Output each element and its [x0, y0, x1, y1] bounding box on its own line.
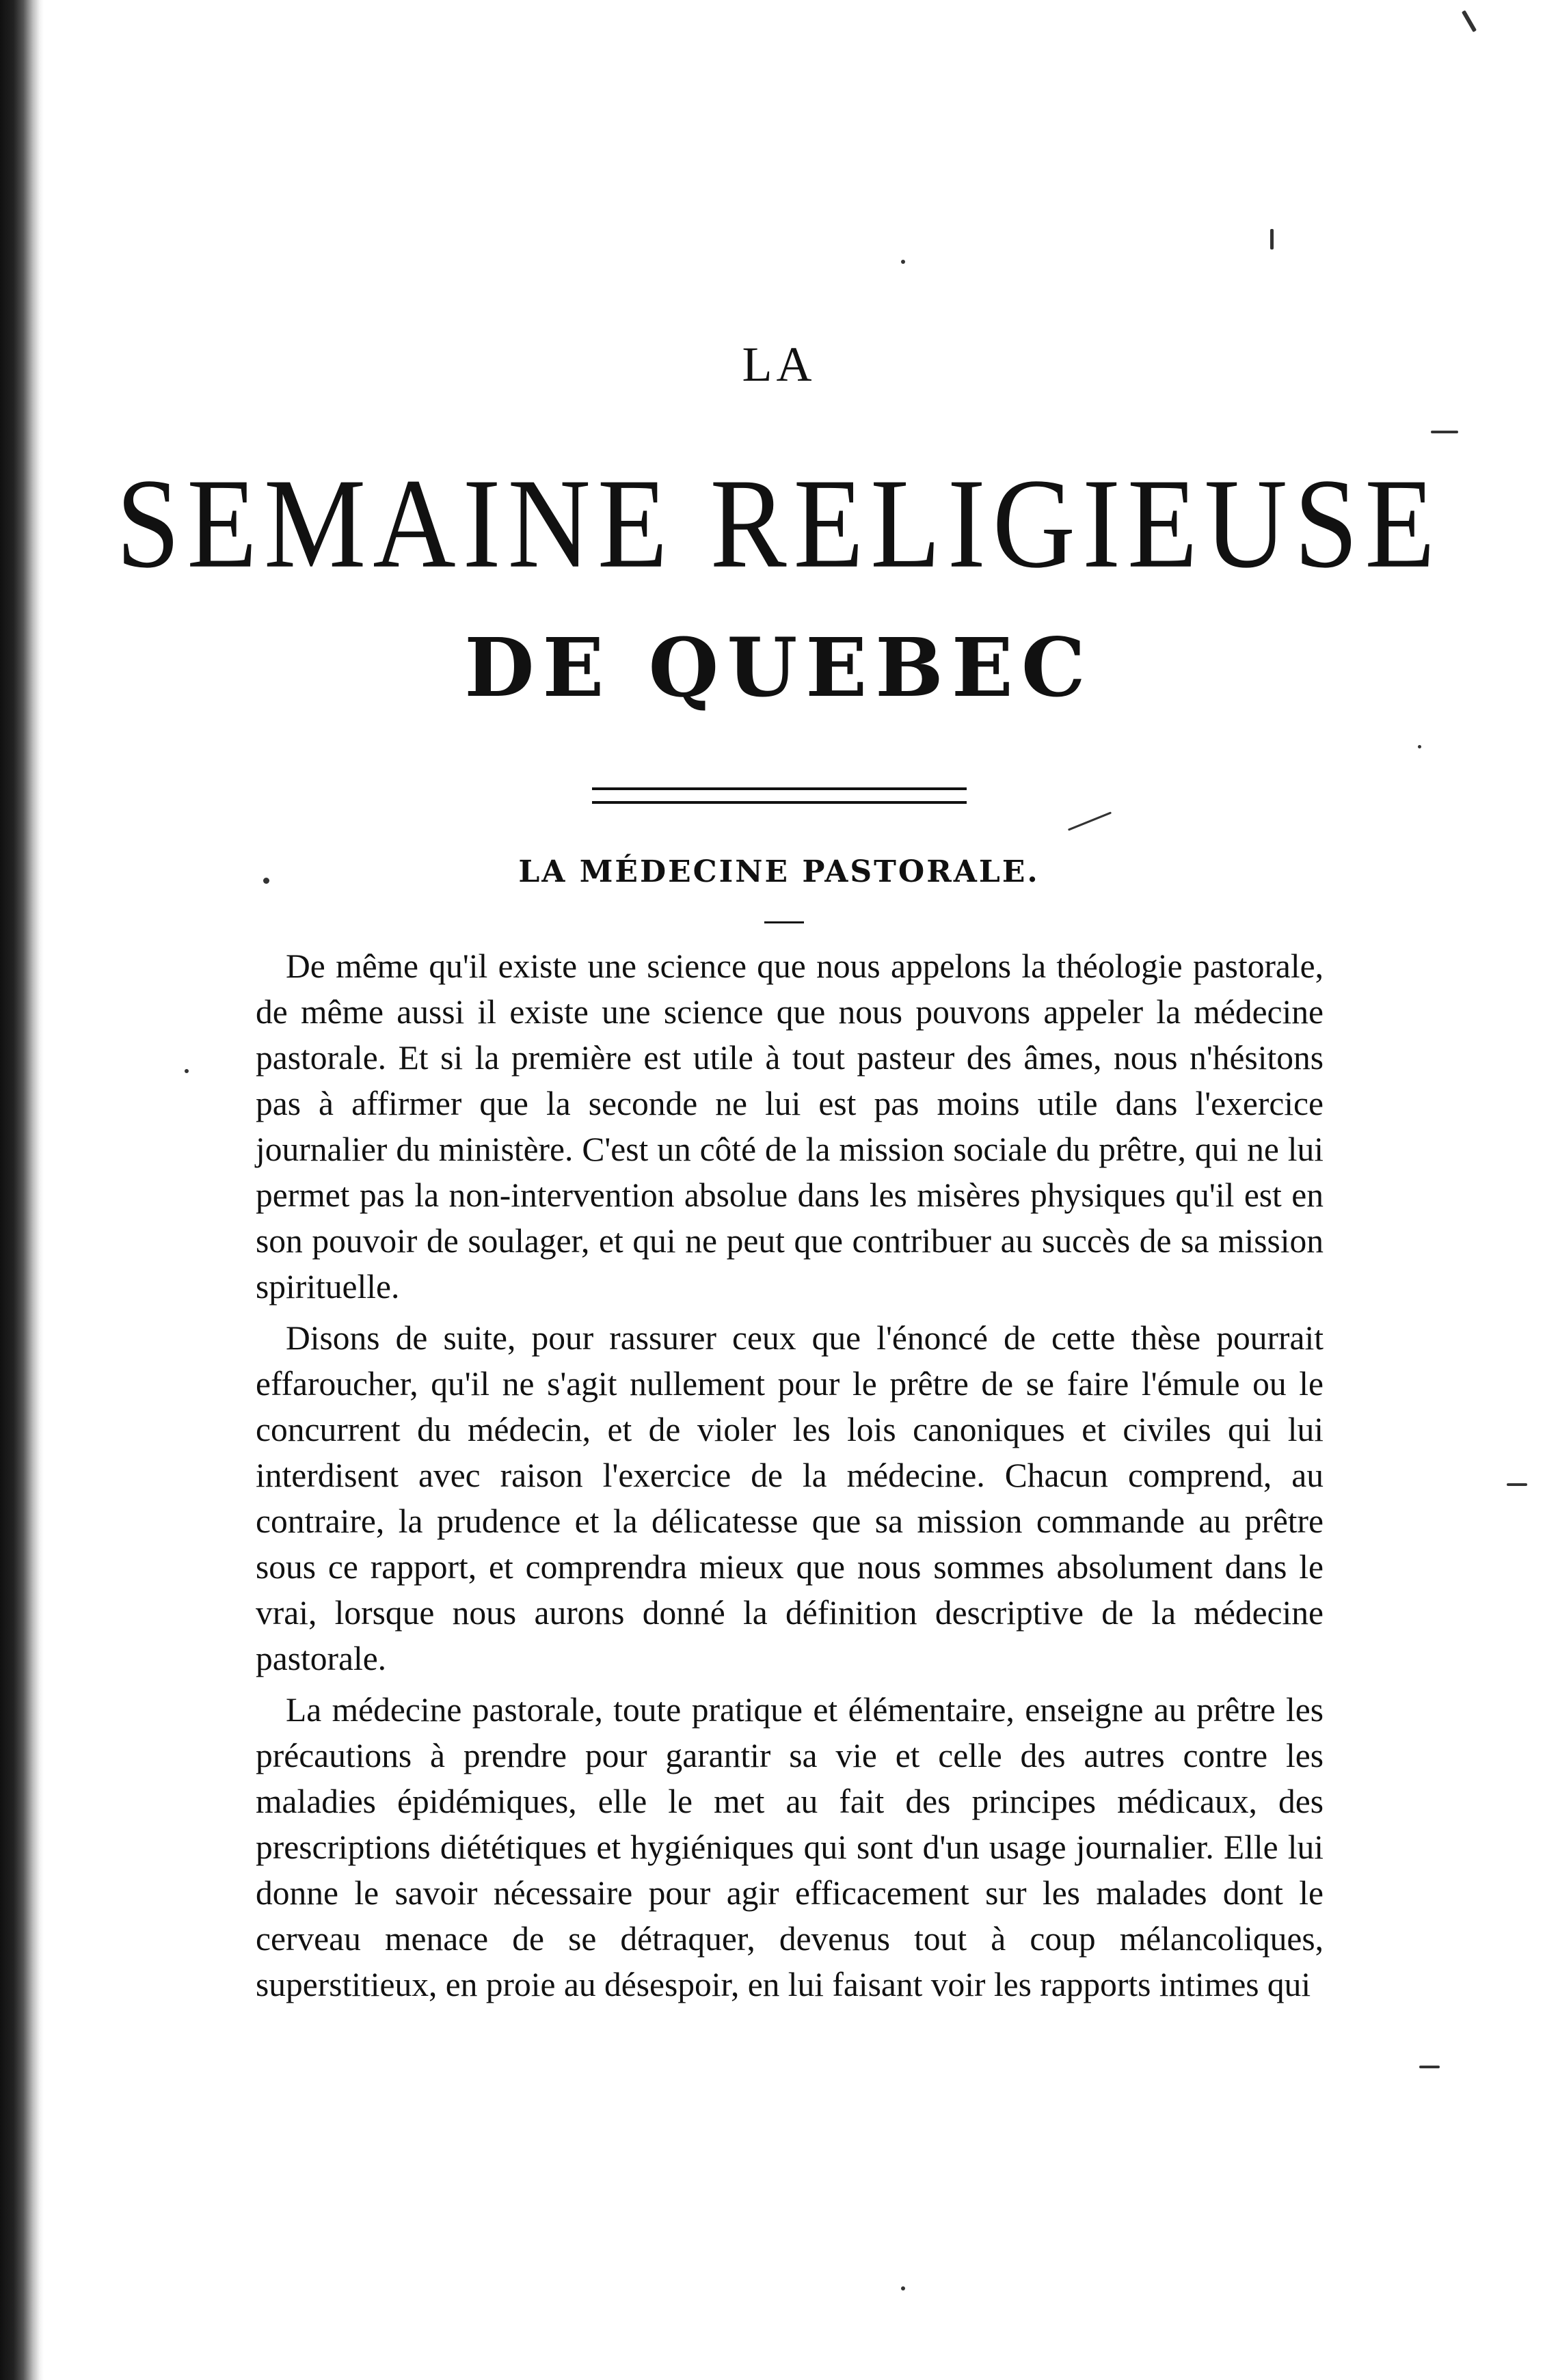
scan-speck	[1507, 1483, 1527, 1486]
publication-subtitle: DE QUEBEC	[464, 620, 1094, 715]
scan-speck	[1431, 431, 1458, 433]
scan-speck	[1270, 229, 1274, 249]
section-title: LA MÉDECINE PASTORALE.	[518, 854, 1040, 889]
double-rule-divider	[592, 787, 967, 804]
scan-speck	[1419, 2066, 1440, 2068]
scan-speck	[901, 2286, 905, 2290]
header-article: LA	[742, 337, 816, 392]
paragraph: Disons de suite, pour rassurer ceux que l'énoncé de cette thèse pourrait effaroucher, qu'il ne s'agit nullement pour le prêtre de se faire l'émule ou le concurrent du médecin, et de violer les lois canoniques et civiles qui lui interdisent avec raison l'exercice de la médecine. Chacun comprend, au contraire, la prudence et la délicatesse que sa mission commande au prêtre sous ce rapport, et comprendra mieux que nous sommes absolument dans le vrai, lorsque nous aurons donné la définition descriptive de la médecine pastorale.	[256, 1319, 1324, 1677]
publication-title: SEMAINE RELIGIEUSE	[116, 452, 1442, 595]
scan-speck	[901, 260, 905, 264]
paragraph: De même qu'il existe une science que nous appelons la théologie pastorale, de même aussi il existe une science que nous pouvons appeler la médecine pastorale. Et si la première est utile à tout pasteur des âmes, nous n'hésitons pas à affirmer que la seconde ne lui est pas moins utile dans l'exercice journalier du ministère. C'est un côté de la mission sociale du prêtre, qui ne lui permet pas la non-intervention absolue dans les misères physiques qu'il est en son pouvoir de soulager, et qui ne peut que contribuer au succès de sa mission spirituelle.	[256, 947, 1324, 1306]
scan-speck	[1418, 745, 1421, 748]
article-body	[256, 943, 1324, 2013]
paragraph: La médecine pastorale, toute pratique et élémentaire, enseigne au prêtre les précautions à prendre pour garantir sa vie et celle des autres contre les maladies épidémiques, elle le met au fait des principes médicaux, des prescriptions diététiques et hygiéniques qui sont d'un usage journalier. Elle lui donne le savoir nécessaire pour agir efficacement sur les malades dont le cerveau menace de se détraquer, devenus tout à coup mélancoliques, superstitieux, en proie au désespoir, en lui faisant voir les rapports intimes qui	[256, 1691, 1324, 2003]
scan-speck	[185, 1069, 189, 1073]
scan-speck	[1068, 811, 1112, 830]
short-rule-divider	[764, 921, 804, 923]
scan-speck	[1462, 10, 1477, 32]
